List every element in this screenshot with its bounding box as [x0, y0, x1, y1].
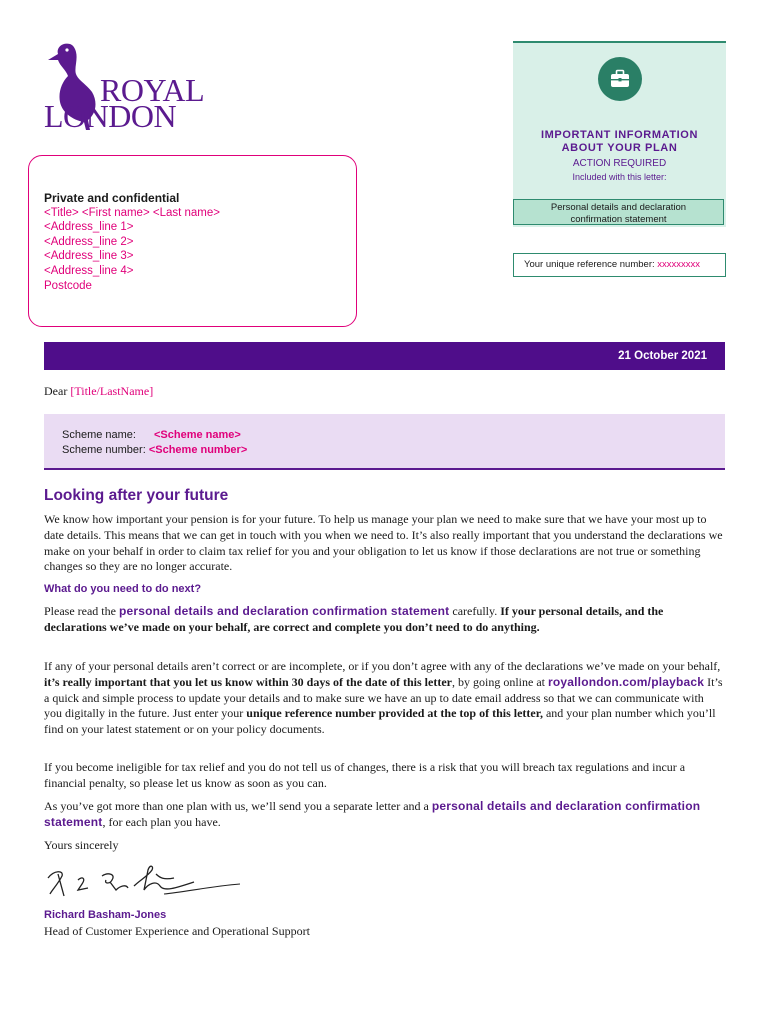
para3-bold-reference: unique reference number provided at the top of this letter, [246, 706, 543, 721]
reference-value: xxxxxxxxx [657, 259, 701, 270]
para3-text-d: and your plan number which you’ll find on your latest statement or on your policy documents. [44, 706, 716, 737]
para5-text-b: , for each plan you have. [102, 814, 221, 829]
statement-link-2: personal details and declaration confirmation statement [44, 799, 701, 829]
para2-text-b: carefully. [449, 604, 501, 618]
letter-date: 21 October 2021 [618, 350, 707, 362]
reference-number-box [513, 253, 726, 277]
playback-link[interactable]: royallondon.com/playback [548, 674, 705, 689]
para2-bold: If your personal details, and the declarations we’ve made on your behalf, are correct and complete you don’t need to do anything. [44, 604, 664, 634]
address-line: <Address_line 4> [44, 264, 134, 277]
address-line: <Title> <First name> <Last name> [44, 206, 220, 219]
address-line: <Address_line 3> [44, 250, 134, 263]
scheme-number-label: Scheme number: [62, 444, 146, 456]
para3-bold-deadline: it’s really important that you let us know within 30 days of the date of this letter [44, 674, 452, 689]
signature-image [44, 856, 254, 906]
salutation-dear: Dear [44, 384, 68, 398]
date-banner [44, 342, 725, 370]
reference-label: Your unique reference number: [524, 259, 655, 270]
private-confidential-heading: Private and confidential [44, 191, 180, 205]
address-postcode: Postcode [44, 279, 92, 292]
address-window [28, 155, 357, 327]
next-steps-subheading: What do you need to do next? [44, 583, 202, 595]
logo-text-royal: ROYAL [100, 72, 205, 108]
instructions-paragraph [44, 604, 724, 636]
page-heading: Looking after your future [44, 487, 229, 504]
enclosure-line-1: Personal details and declaration [550, 202, 687, 213]
scheme-number-value: <Scheme number> [148, 444, 248, 456]
statement-link: personal details and declaration confirmation statement [118, 604, 450, 618]
important-information-title [513, 129, 726, 155]
signer-title: Head of Customer Experience and Operational Support [44, 924, 310, 938]
action-required-label: ACTION REQUIRED [572, 158, 667, 169]
address-line: <Address_line 1> [44, 221, 134, 234]
para3-text-b: , by going online at [452, 674, 548, 689]
address-block [44, 191, 220, 293]
salutation-name: [Title/LastName] [70, 384, 154, 398]
logo-text-london: LONDON [44, 98, 177, 134]
address-line: <Address_line 2> [44, 235, 134, 248]
salutation [44, 384, 153, 399]
update-details-paragraph [44, 659, 724, 738]
enclosure-box [513, 199, 724, 225]
multiple-plans-paragraph [44, 799, 724, 831]
royal-london-logo [40, 40, 205, 134]
scheme-name-row [62, 429, 241, 441]
closing: Yours sincerely [44, 838, 119, 852]
included-label: Included with this letter: [572, 172, 667, 182]
scheme-details-box [44, 414, 725, 470]
para5-text-a: As you’ve got more than one plan with us, we’ll send you a separate letter and a [44, 799, 432, 813]
enclosure-line-2: confirmation statement [570, 214, 667, 225]
title-line-2: ABOUT YOUR PLAN [561, 142, 678, 154]
title-line-1: IMPORTANT INFORMATION [540, 129, 698, 141]
para3-text-c: It’s a quick and simple process to update your details and to make sure we have an up to date email address so that we can communicate with you digitally in the future. Just enter your [44, 674, 723, 721]
scheme-number-row [62, 444, 247, 456]
para3-text-a: If any of your personal details aren’t correct or are incomplete, or if you don’t agree with any of the declarations we’ve made on your behalf, [44, 659, 721, 673]
para2-text-a: Please read the [44, 604, 119, 618]
scheme-name-label: Scheme name: [62, 429, 136, 441]
briefcase-icon [598, 57, 642, 101]
tax-warning-paragraph: If you become ineligible for tax relief and you do not tell us of changes, there is a risk that you will breach tax regulations and incur a financial penalty, so please let us know as soon as you can. [44, 760, 686, 790]
important-information-panel [513, 41, 726, 227]
signer-name: Richard Basham-Jones [44, 909, 167, 921]
intro-paragraph: We know how important your pension is for your future. To help us manage your plan we need to make sure that we have your most up to date details. This means that we can get in touch with you when we need to. It’s also really important that you understand the declarations we make on your behalf in order to claim tax relief for you and your obligation to let us know if those declarations are not true or something changes so they are no longer accurate. [44, 512, 723, 574]
scheme-name-value: <Scheme name> [154, 429, 241, 441]
